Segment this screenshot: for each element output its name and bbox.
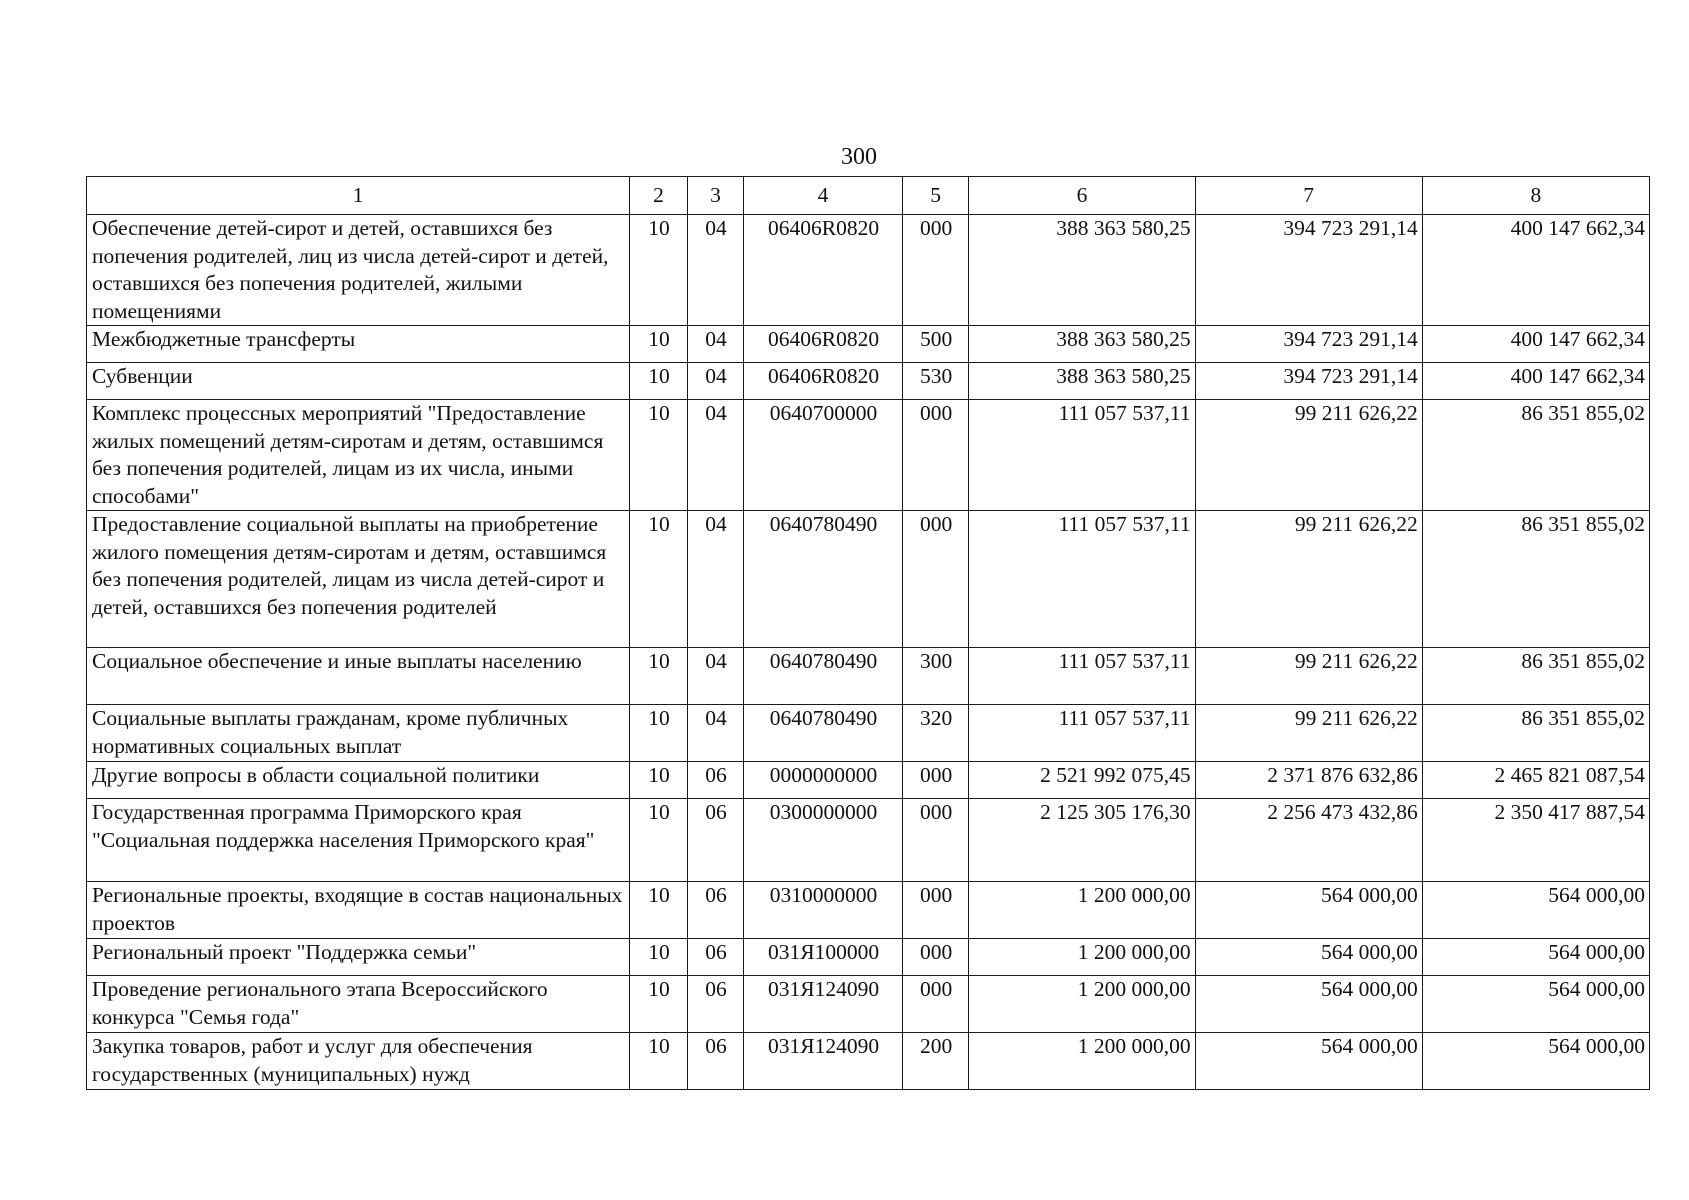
target-article-cell: 0000000000 (744, 762, 903, 799)
table-row (87, 400, 1650, 511)
expense-type-cell: 000 (902, 882, 969, 939)
amount-year-1-cell: 388 363 580,25 (969, 326, 1195, 363)
amount-year-1-cell: 111 057 537,11 (969, 705, 1195, 762)
target-article-cell: 0640780490 (744, 648, 903, 705)
column-header: 6 (969, 177, 1195, 215)
section-code-cell: 10 (630, 511, 688, 648)
amount-year-2-cell: 564 000,00 (1195, 882, 1422, 939)
subsection-code-cell: 06 (687, 762, 744, 799)
item-name-cell: Социальные выплаты гражданам, кроме публичных нормативных социальных выплат (87, 705, 630, 762)
item-name-cell: Закупка товаров, работ и услуг для обеспечения государственных (муниципальных) нужд (87, 1033, 630, 1090)
amount-year-3-cell: 400 147 662,34 (1422, 363, 1649, 400)
section-code-cell: 10 (630, 326, 688, 363)
section-code-cell: 10 (630, 363, 688, 400)
column-header: 3 (687, 177, 744, 215)
amount-year-2-cell: 2 256 473 432,86 (1195, 799, 1422, 882)
column-header: 4 (744, 177, 903, 215)
expense-type-cell: 300 (902, 648, 969, 705)
amount-year-2-cell: 99 211 626,22 (1195, 648, 1422, 705)
amount-year-1-cell: 388 363 580,25 (969, 363, 1195, 400)
target-article-cell: 0300000000 (744, 799, 903, 882)
section-code-cell: 10 (630, 882, 688, 939)
item-name-cell: Проведение регионального этапа Всероссийского конкурса "Семья года" (87, 976, 630, 1033)
table-row (87, 363, 1650, 400)
table-row (87, 326, 1650, 363)
amount-year-1-cell: 1 200 000,00 (969, 939, 1195, 976)
amount-year-2-cell: 394 723 291,14 (1195, 215, 1422, 326)
expense-type-cell: 500 (902, 326, 969, 363)
amount-year-3-cell: 400 147 662,34 (1422, 326, 1649, 363)
subsection-code-cell: 04 (687, 326, 744, 363)
subsection-code-cell: 04 (687, 511, 744, 648)
target-article-cell: 031Я124090 (744, 976, 903, 1033)
amount-year-2-cell: 394 723 291,14 (1195, 363, 1422, 400)
expense-type-cell: 200 (902, 1033, 969, 1090)
item-name-cell: Другие вопросы в области социальной политики (87, 762, 630, 799)
amount-year-2-cell: 99 211 626,22 (1195, 705, 1422, 762)
target-article-cell: 031Я100000 (744, 939, 903, 976)
table-row (87, 215, 1650, 326)
amount-year-1-cell: 111 057 537,11 (969, 400, 1195, 511)
column-header: 5 (902, 177, 969, 215)
section-code-cell: 10 (630, 939, 688, 976)
table-row (87, 511, 1650, 648)
budget-table (86, 176, 1650, 1090)
amount-year-3-cell: 86 351 855,02 (1422, 648, 1649, 705)
expense-type-cell: 000 (902, 400, 969, 511)
table-row (87, 799, 1650, 882)
expense-type-cell: 000 (902, 215, 969, 326)
column-header: 7 (1195, 177, 1422, 215)
amount-year-2-cell: 394 723 291,14 (1195, 326, 1422, 363)
amount-year-2-cell: 2 371 876 632,86 (1195, 762, 1422, 799)
item-name-cell: Государственная программа Приморского края "Социальная поддержка населения Приморского края" (87, 799, 630, 882)
expense-type-cell: 000 (902, 939, 969, 976)
target-article-cell: 06406R0820 (744, 215, 903, 326)
expense-type-cell: 320 (902, 705, 969, 762)
amount-year-2-cell: 564 000,00 (1195, 939, 1422, 976)
expense-type-cell: 000 (902, 976, 969, 1033)
amount-year-2-cell: 564 000,00 (1195, 1033, 1422, 1090)
section-code-cell: 10 (630, 400, 688, 511)
expense-type-cell: 000 (902, 511, 969, 648)
amount-year-1-cell: 111 057 537,11 (969, 511, 1195, 648)
amount-year-2-cell: 564 000,00 (1195, 976, 1422, 1033)
amount-year-1-cell: 1 200 000,00 (969, 882, 1195, 939)
item-name-cell: Обеспечение детей-сирот и детей, оставшихся без попечения родителей, лиц из числа детей-сирот и детей, оставшихся без попечения родителей, жилыми помещениями (87, 215, 630, 326)
section-code-cell: 10 (630, 799, 688, 882)
item-name-cell: Социальное обеспечение и иные выплаты населению (87, 648, 630, 705)
amount-year-2-cell: 99 211 626,22 (1195, 400, 1422, 511)
amount-year-3-cell: 564 000,00 (1422, 1033, 1649, 1090)
amount-year-3-cell: 86 351 855,02 (1422, 705, 1649, 762)
table-row (87, 882, 1650, 939)
table-row (87, 705, 1650, 762)
target-article-cell: 0640700000 (744, 400, 903, 511)
table-row (87, 762, 1650, 799)
item-name-cell: Субвенции (87, 363, 630, 400)
expense-type-cell: 000 (902, 762, 969, 799)
target-article-cell: 06406R0820 (744, 326, 903, 363)
amount-year-3-cell: 564 000,00 (1422, 882, 1649, 939)
item-name-cell: Межбюджетные трансферты (87, 326, 630, 363)
subsection-code-cell: 06 (687, 799, 744, 882)
target-article-cell: 0310000000 (744, 882, 903, 939)
amount-year-2-cell: 99 211 626,22 (1195, 511, 1422, 648)
table-row (87, 939, 1650, 976)
section-code-cell: 10 (630, 648, 688, 705)
amount-year-3-cell: 2 350 417 887,54 (1422, 799, 1649, 882)
table-row (87, 1033, 1650, 1090)
amount-year-3-cell: 564 000,00 (1422, 939, 1649, 976)
amount-year-3-cell: 86 351 855,02 (1422, 511, 1649, 648)
target-article-cell: 0640780490 (744, 705, 903, 762)
subsection-code-cell: 04 (687, 648, 744, 705)
column-header: 1 (87, 177, 630, 215)
item-name-cell: Комплекс процессных мероприятий "Предоставление жилых помещений детям-сиротам и детям, оставшимся без попечения родителей, лицам из их числа, иными способами" (87, 400, 630, 511)
subsection-code-cell: 04 (687, 215, 744, 326)
page-number: 300 (841, 144, 877, 170)
item-name-cell: Предоставление социальной выплаты на приобретение жилого помещения детям-сиротам и детям, оставшимся без попечения родителей, лицам из числа детей-сирот и детей, оставшихся без попечения родителей (87, 511, 630, 648)
section-code-cell: 10 (630, 976, 688, 1033)
amount-year-1-cell: 388 363 580,25 (969, 215, 1195, 326)
target-article-cell: 0640780490 (744, 511, 903, 648)
target-article-cell: 06406R0820 (744, 363, 903, 400)
amount-year-3-cell: 86 351 855,02 (1422, 400, 1649, 511)
amount-year-3-cell: 400 147 662,34 (1422, 215, 1649, 326)
subsection-code-cell: 04 (687, 363, 744, 400)
amount-year-1-cell: 2 521 992 075,45 (969, 762, 1195, 799)
amount-year-1-cell: 1 200 000,00 (969, 1033, 1195, 1090)
section-code-cell: 10 (630, 215, 688, 326)
item-name-cell: Региональный проект "Поддержка семьи" (87, 939, 630, 976)
table-row (87, 648, 1650, 705)
amount-year-1-cell: 1 200 000,00 (969, 976, 1195, 1033)
item-name-cell: Региональные проекты, входящие в состав национальных проектов (87, 882, 630, 939)
subsection-code-cell: 06 (687, 939, 744, 976)
table-row (87, 976, 1650, 1033)
amount-year-3-cell: 564 000,00 (1422, 976, 1649, 1033)
subsection-code-cell: 06 (687, 882, 744, 939)
target-article-cell: 031Я124090 (744, 1033, 903, 1090)
expense-type-cell: 530 (902, 363, 969, 400)
column-header: 2 (630, 177, 688, 215)
amount-year-3-cell: 2 465 821 087,54 (1422, 762, 1649, 799)
section-code-cell: 10 (630, 705, 688, 762)
amount-year-1-cell: 111 057 537,11 (969, 648, 1195, 705)
subsection-code-cell: 06 (687, 1033, 744, 1090)
expense-type-cell: 000 (902, 799, 969, 882)
subsection-code-cell: 04 (687, 705, 744, 762)
section-code-cell: 10 (630, 762, 688, 799)
table-body (87, 215, 1650, 1090)
column-number-row (87, 177, 1650, 215)
subsection-code-cell: 04 (687, 400, 744, 511)
section-code-cell: 10 (630, 1033, 688, 1090)
amount-year-1-cell: 2 125 305 176,30 (969, 799, 1195, 882)
column-header: 8 (1422, 177, 1649, 215)
subsection-code-cell: 06 (687, 976, 744, 1033)
